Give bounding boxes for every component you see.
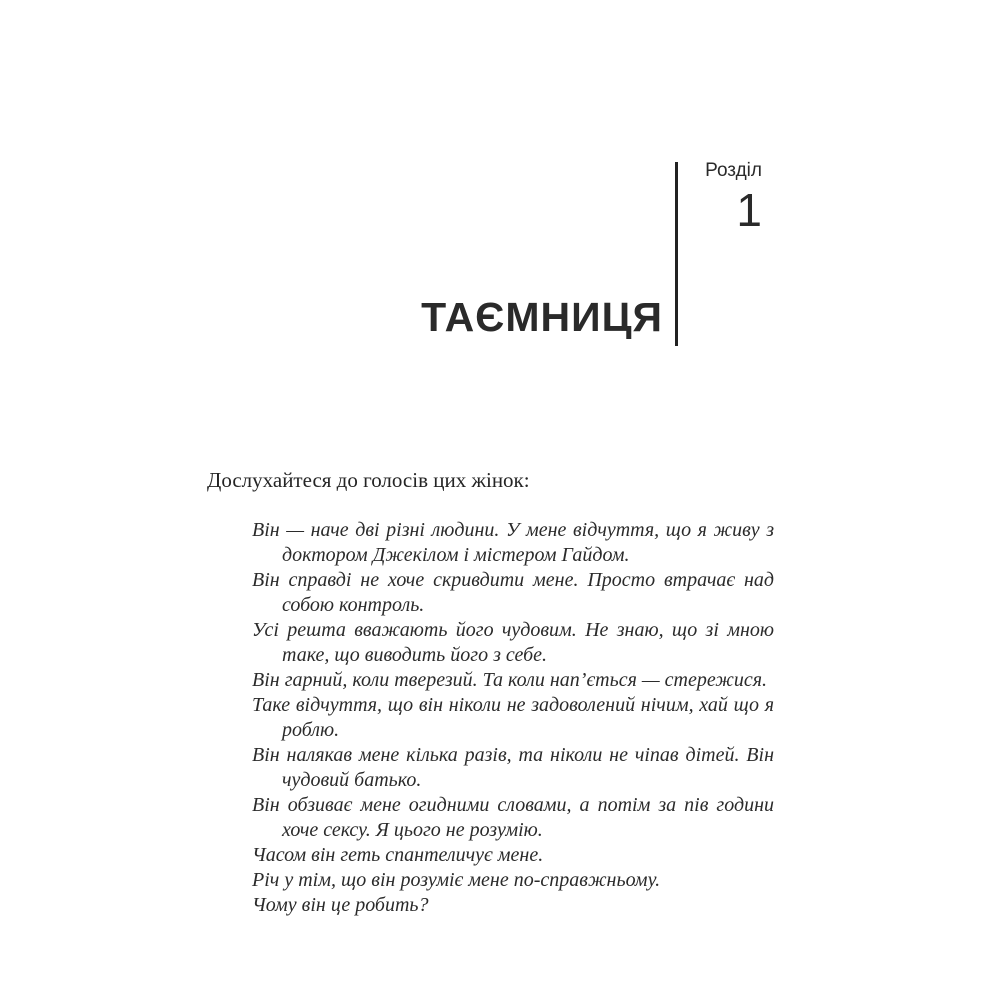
chapter-number: 1 <box>736 184 762 236</box>
quote-item: Він — наче дві різні людини. У мене відчуття, що я живу з доктором Джекілом і містером Гайдом. <box>252 519 774 566</box>
quote-item: Річ у тім, що він розуміє мене по-справжньому. <box>252 869 661 891</box>
chapter-title: ТАЄМНИЦЯ <box>421 294 663 340</box>
quotes-list <box>252 518 774 918</box>
intro-line: Дослухайтеся до голосів цих жінок: <box>207 468 530 492</box>
quote-item: Він гарний, коли тверезий. Та коли нап’ється — стережися. <box>252 669 768 691</box>
quote-item: Він справді не хоче скривдити мене. Просто втрачає над собою контроль. <box>252 569 774 616</box>
chapter-divider-rule <box>675 162 678 346</box>
chapter-number-block <box>690 160 762 234</box>
quote-item: Він налякав мене кілька разів, та ніколи не чіпав дітей. Він чудовий батько. <box>252 744 774 791</box>
quote-item: Він обзиває мене огидними словами, а потім за пів години хоче сексу. Я цього не розумію. <box>252 794 774 841</box>
chapter-label: Розділ <box>705 160 762 181</box>
quote-item: Часом він геть спантеличує мене. <box>252 844 544 866</box>
quote-item: Таке відчуття, що він ніколи не задоволений нічим, хай що я роблю. <box>252 694 774 741</box>
quote-item: Чому він це робить? <box>252 894 429 916</box>
quote-item: Усі решта вважають його чудовим. Не знаю, що зі мною таке, що виводить його з себе. <box>252 619 774 666</box>
